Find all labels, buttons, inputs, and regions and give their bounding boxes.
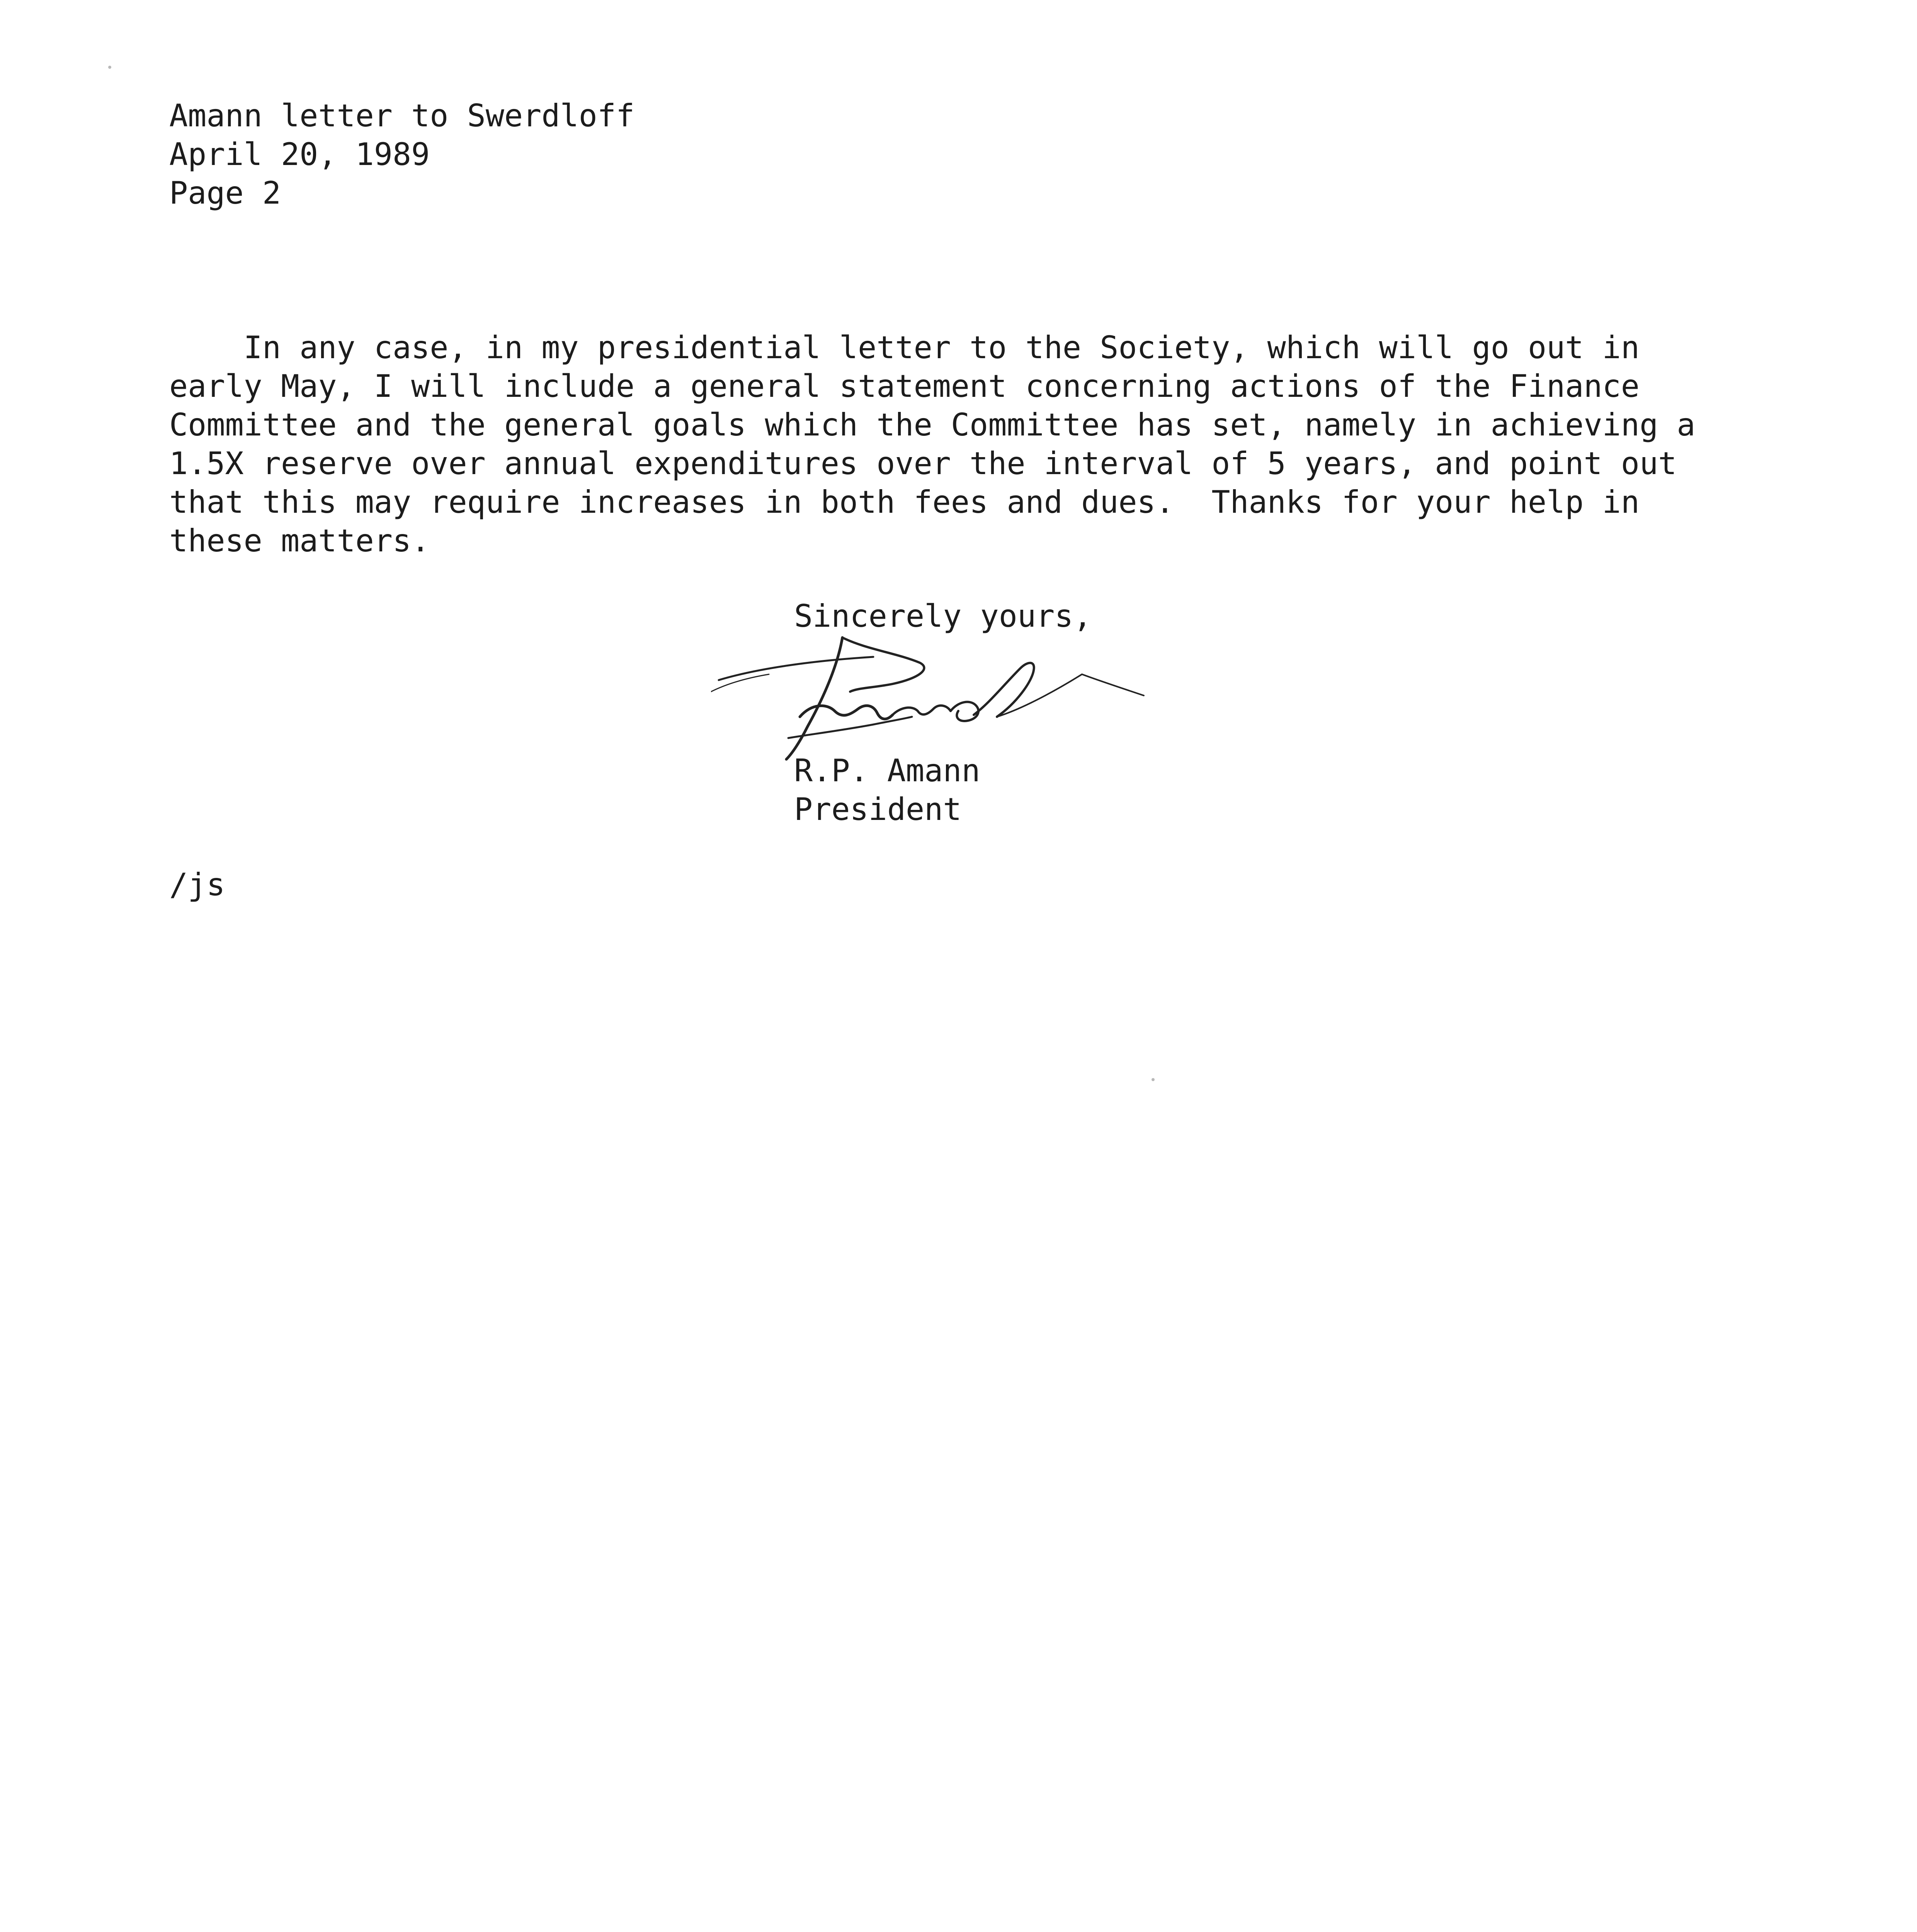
scan-speck [108,66,111,69]
scan-speck [1152,1078,1155,1081]
body-line-2: early May, I will include a general statement concerning actions of the Finance [169,368,1640,404]
signer-name: R.P. Amann [794,753,980,789]
body-line-1: In any case, in my presidential letter to the Society, which will go out in [169,330,1640,366]
header-subject: Amann letter to Swerdloff [169,98,635,134]
typist-initials: /js [169,867,225,903]
closing-salutation: Sincerely yours, [794,598,1092,634]
header-date: April 20, 1989 [169,136,430,172]
body-line-5: that this may require increases in both fees and dues. Thanks for your help in [169,484,1640,520]
body-line-3: Committee and the general goals which the Committee has set, namely in achieving a [169,407,1696,443]
signer-title: President [794,791,962,827]
header-page-number: Page 2 [169,175,281,211]
body-line-4: 1.5X reserve over annual expenditures over the interval of 5 years, and point out [169,446,1677,481]
body-line-6: these matters. [169,523,430,559]
